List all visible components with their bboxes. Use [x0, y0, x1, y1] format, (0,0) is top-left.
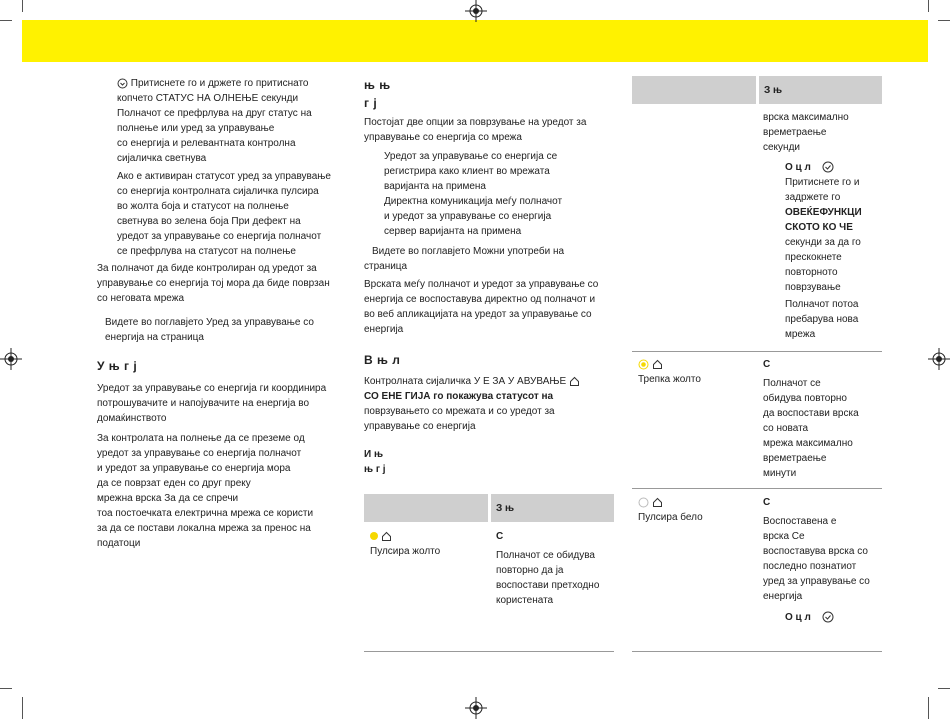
crop-mark	[928, 697, 929, 719]
text-line: повторно да ја	[496, 565, 564, 576]
text-line: уредот за управување со енергија полначот	[97, 448, 302, 459]
column-1	[97, 76, 352, 551]
text-line: уредот за управување со енергија полначот	[117, 231, 322, 242]
text-line: и уредот за управување со енергија мора	[97, 463, 291, 474]
text-line: со новата	[763, 423, 809, 434]
house-icon	[652, 497, 663, 508]
check-circle-icon	[822, 161, 834, 173]
reference-note	[97, 315, 352, 345]
text-line: Полначот се	[763, 378, 821, 389]
text-line: уред за управување со	[763, 576, 870, 587]
text-line: Врската меѓу полначот и уредот за управување со	[364, 279, 599, 290]
button-icon	[117, 78, 128, 89]
table-header-right	[491, 494, 614, 522]
text-line: Полначот потоа	[785, 299, 859, 310]
text-line: тоа постоечката електрична мрежа се користи	[97, 508, 314, 519]
text-line: енергија се воспоставува директно од полначот и	[364, 294, 596, 305]
text-line: прескокнете	[785, 252, 842, 263]
text-line: СКОТО КО ЧЕ	[785, 222, 853, 233]
description-cell	[763, 357, 881, 481]
row-divider	[632, 488, 882, 489]
text-line: врска максимално	[763, 112, 849, 123]
option-text	[763, 297, 881, 342]
text-line: воспоставува врска со	[763, 546, 868, 557]
registration-mark-left	[0, 348, 22, 370]
text-line: Постојат две опции за поврзување на уредот за	[364, 117, 587, 128]
cell-heading: С	[763, 497, 771, 508]
text-line: врска Се	[763, 531, 805, 542]
paragraph	[97, 261, 352, 306]
text-line: ОВЕЌЕФУНКЦИ	[785, 207, 862, 218]
text-line: За полначот да биде контролиран од уредот за	[97, 263, 317, 274]
paragraph	[364, 374, 614, 434]
text-line: пребарува нова	[785, 314, 859, 325]
text-line: варијанта на примена	[384, 181, 486, 192]
text-line: воспостави претходно	[496, 580, 600, 591]
table-cell-continuation	[763, 110, 881, 342]
crop-mark	[22, 0, 23, 12]
text-line: копчето СТАТУС НА ОЛНЕЊЕ секунди	[117, 93, 299, 104]
paragraph	[97, 76, 352, 166]
text-line: Полначот се обидува	[496, 550, 595, 561]
option-heading	[763, 160, 881, 175]
white-dot-icon	[638, 497, 649, 508]
text-line: да воспостави врска	[763, 408, 859, 419]
text-line: времетраење	[763, 127, 827, 138]
table-header-label: З њ	[764, 85, 783, 96]
row-divider	[632, 351, 882, 352]
text-line: секунди за да го	[785, 237, 861, 248]
text-line: Видете во поглавјето Уред за управување со	[105, 317, 314, 328]
option-label: О ц л	[785, 162, 811, 173]
text-line: мрежа максимално	[763, 438, 853, 449]
text-line: управување со енергија со мрежа	[364, 132, 522, 143]
text-line: во веб апликацијата на уредот за управување со	[364, 309, 592, 320]
crop-mark	[928, 0, 929, 12]
text-line: Полначот се префрлува на друг статус на	[117, 108, 312, 119]
crop-mark	[938, 20, 950, 21]
header-band	[22, 20, 928, 62]
table-header-left	[632, 76, 756, 104]
state-cell	[638, 357, 753, 387]
text-line: мрежа	[785, 329, 816, 340]
text-line: со енергија и релевантната контролна	[117, 138, 296, 149]
text-line: енергија	[364, 324, 404, 335]
text-line: во жолта боја и статусот на полнење	[117, 201, 289, 212]
text-line: За контролата на полнење да се преземе од	[97, 433, 305, 444]
text-line: да се поврзат еден со друг преку	[97, 478, 251, 489]
text-line: Директна комуникација меѓу полначот	[384, 196, 563, 207]
heading-line: г ј	[364, 96, 378, 110]
section-heading: У њ г ј	[97, 359, 138, 373]
text-line: страница	[364, 261, 408, 272]
text-line: поврзувањето со мрежата и со уредот за	[364, 406, 555, 417]
house-icon	[381, 531, 392, 542]
registration-mark-top	[465, 0, 487, 22]
text-line: полнење или уред за управување	[117, 123, 275, 134]
section-heading	[364, 447, 614, 477]
section-heading: В њ л	[364, 353, 401, 367]
text-line: Уредот за управување со енергија ги координира	[97, 383, 327, 394]
text-line: обидува повторно	[763, 393, 847, 404]
description-cell	[763, 495, 881, 625]
cell-heading: С	[763, 359, 771, 370]
text-line: за да се постави локална мрежа за пренос на	[97, 523, 311, 534]
text-line: домаќинството	[97, 413, 167, 424]
text-line: Ако е активиран статусот уред за управување	[117, 171, 331, 182]
heading-line: њ њ	[364, 78, 391, 92]
text-line: поврзување	[785, 282, 841, 293]
text-line: управување со енергија	[364, 421, 476, 432]
section-heading	[364, 76, 614, 112]
text-line: и уредот за управување со енергија	[384, 211, 552, 222]
text-line: сервер варијанта на примена	[384, 226, 522, 237]
option-label: О ц л	[785, 612, 811, 623]
crop-mark	[22, 697, 23, 719]
crop-mark	[938, 688, 950, 689]
text-line: Притиснете го и држете го притиснато	[130, 78, 309, 89]
reference-note	[364, 244, 614, 274]
yellow-dot-icon	[638, 359, 649, 370]
text-line: управување со енергија тој мора да биде поврзан	[97, 278, 330, 289]
state-label: Пулсира бело	[638, 512, 703, 523]
text-line: Притиснете го и	[785, 177, 860, 188]
paragraph	[97, 381, 352, 426]
crop-mark	[0, 20, 12, 21]
heading-line: И њ	[364, 449, 384, 460]
text-line: секунди	[763, 142, 800, 153]
yellow-dot-icon	[370, 532, 378, 540]
cell-heading: С	[496, 531, 504, 542]
paragraph	[364, 277, 614, 337]
registration-mark-bottom	[465, 697, 487, 719]
text-line: Уредот за управување со енергија се	[384, 151, 558, 162]
text-line: Видете во поглавјето Можни употреби на	[372, 246, 565, 257]
text-line: Контролната сијаличка У Е ЗА У АВУВАЊЕ	[364, 376, 567, 387]
divider	[632, 651, 882, 652]
registration-mark-right	[928, 348, 950, 370]
text-line: сијаличка светнува	[117, 153, 207, 164]
text-line: светнува во зелена боја При дефект на	[117, 216, 301, 227]
house-icon	[569, 376, 580, 387]
list-item	[364, 194, 614, 239]
text-line: користената	[496, 595, 554, 606]
text-line: потрошувачите и напојувачите на енергија во	[97, 398, 310, 409]
text-line: се префрлува на статусот на полнење	[117, 246, 296, 257]
list-item	[364, 149, 614, 194]
crop-mark	[0, 688, 12, 689]
text-line: СО ЕНЕ ГИЈА го покажува статусот на	[364, 391, 554, 402]
state-label: Трепка жолто	[638, 374, 701, 385]
table-header-left	[364, 494, 488, 522]
paragraph	[97, 431, 352, 551]
state-cell	[370, 529, 485, 559]
text-line: регистрира како клиент во мрежата	[384, 166, 550, 177]
text-line: минути	[763, 468, 797, 479]
text-line: енергија на страница	[105, 332, 204, 343]
option-text	[763, 175, 881, 295]
option-heading	[763, 610, 881, 625]
text-line: Воспоставена е	[763, 516, 837, 527]
text-line: времетраење	[763, 453, 827, 464]
text-line: мрежна врска За да се спречи	[97, 493, 239, 504]
description-cell	[496, 529, 614, 608]
paragraph	[364, 115, 614, 145]
text-line: задржете го	[785, 192, 841, 203]
divider	[364, 651, 614, 652]
table-header-label: З њ	[496, 503, 515, 514]
text-line: последно познатиот	[763, 561, 857, 572]
text-line: со енергија контролната сијаличка пулсира	[117, 186, 319, 197]
heading-line: њ г ј	[364, 464, 386, 475]
column-2	[364, 76, 614, 477]
table-header-right	[759, 76, 882, 104]
text-line: енергија	[763, 591, 803, 602]
text-line: повторното	[785, 267, 838, 278]
text-line: со неговата мрежа	[97, 293, 185, 304]
check-circle-icon	[822, 611, 834, 623]
state-cell	[638, 495, 753, 525]
state-label: Пулсира жолто	[370, 546, 441, 557]
paragraph	[97, 169, 352, 259]
text-line: податоци	[97, 538, 141, 549]
house-icon	[652, 359, 663, 370]
